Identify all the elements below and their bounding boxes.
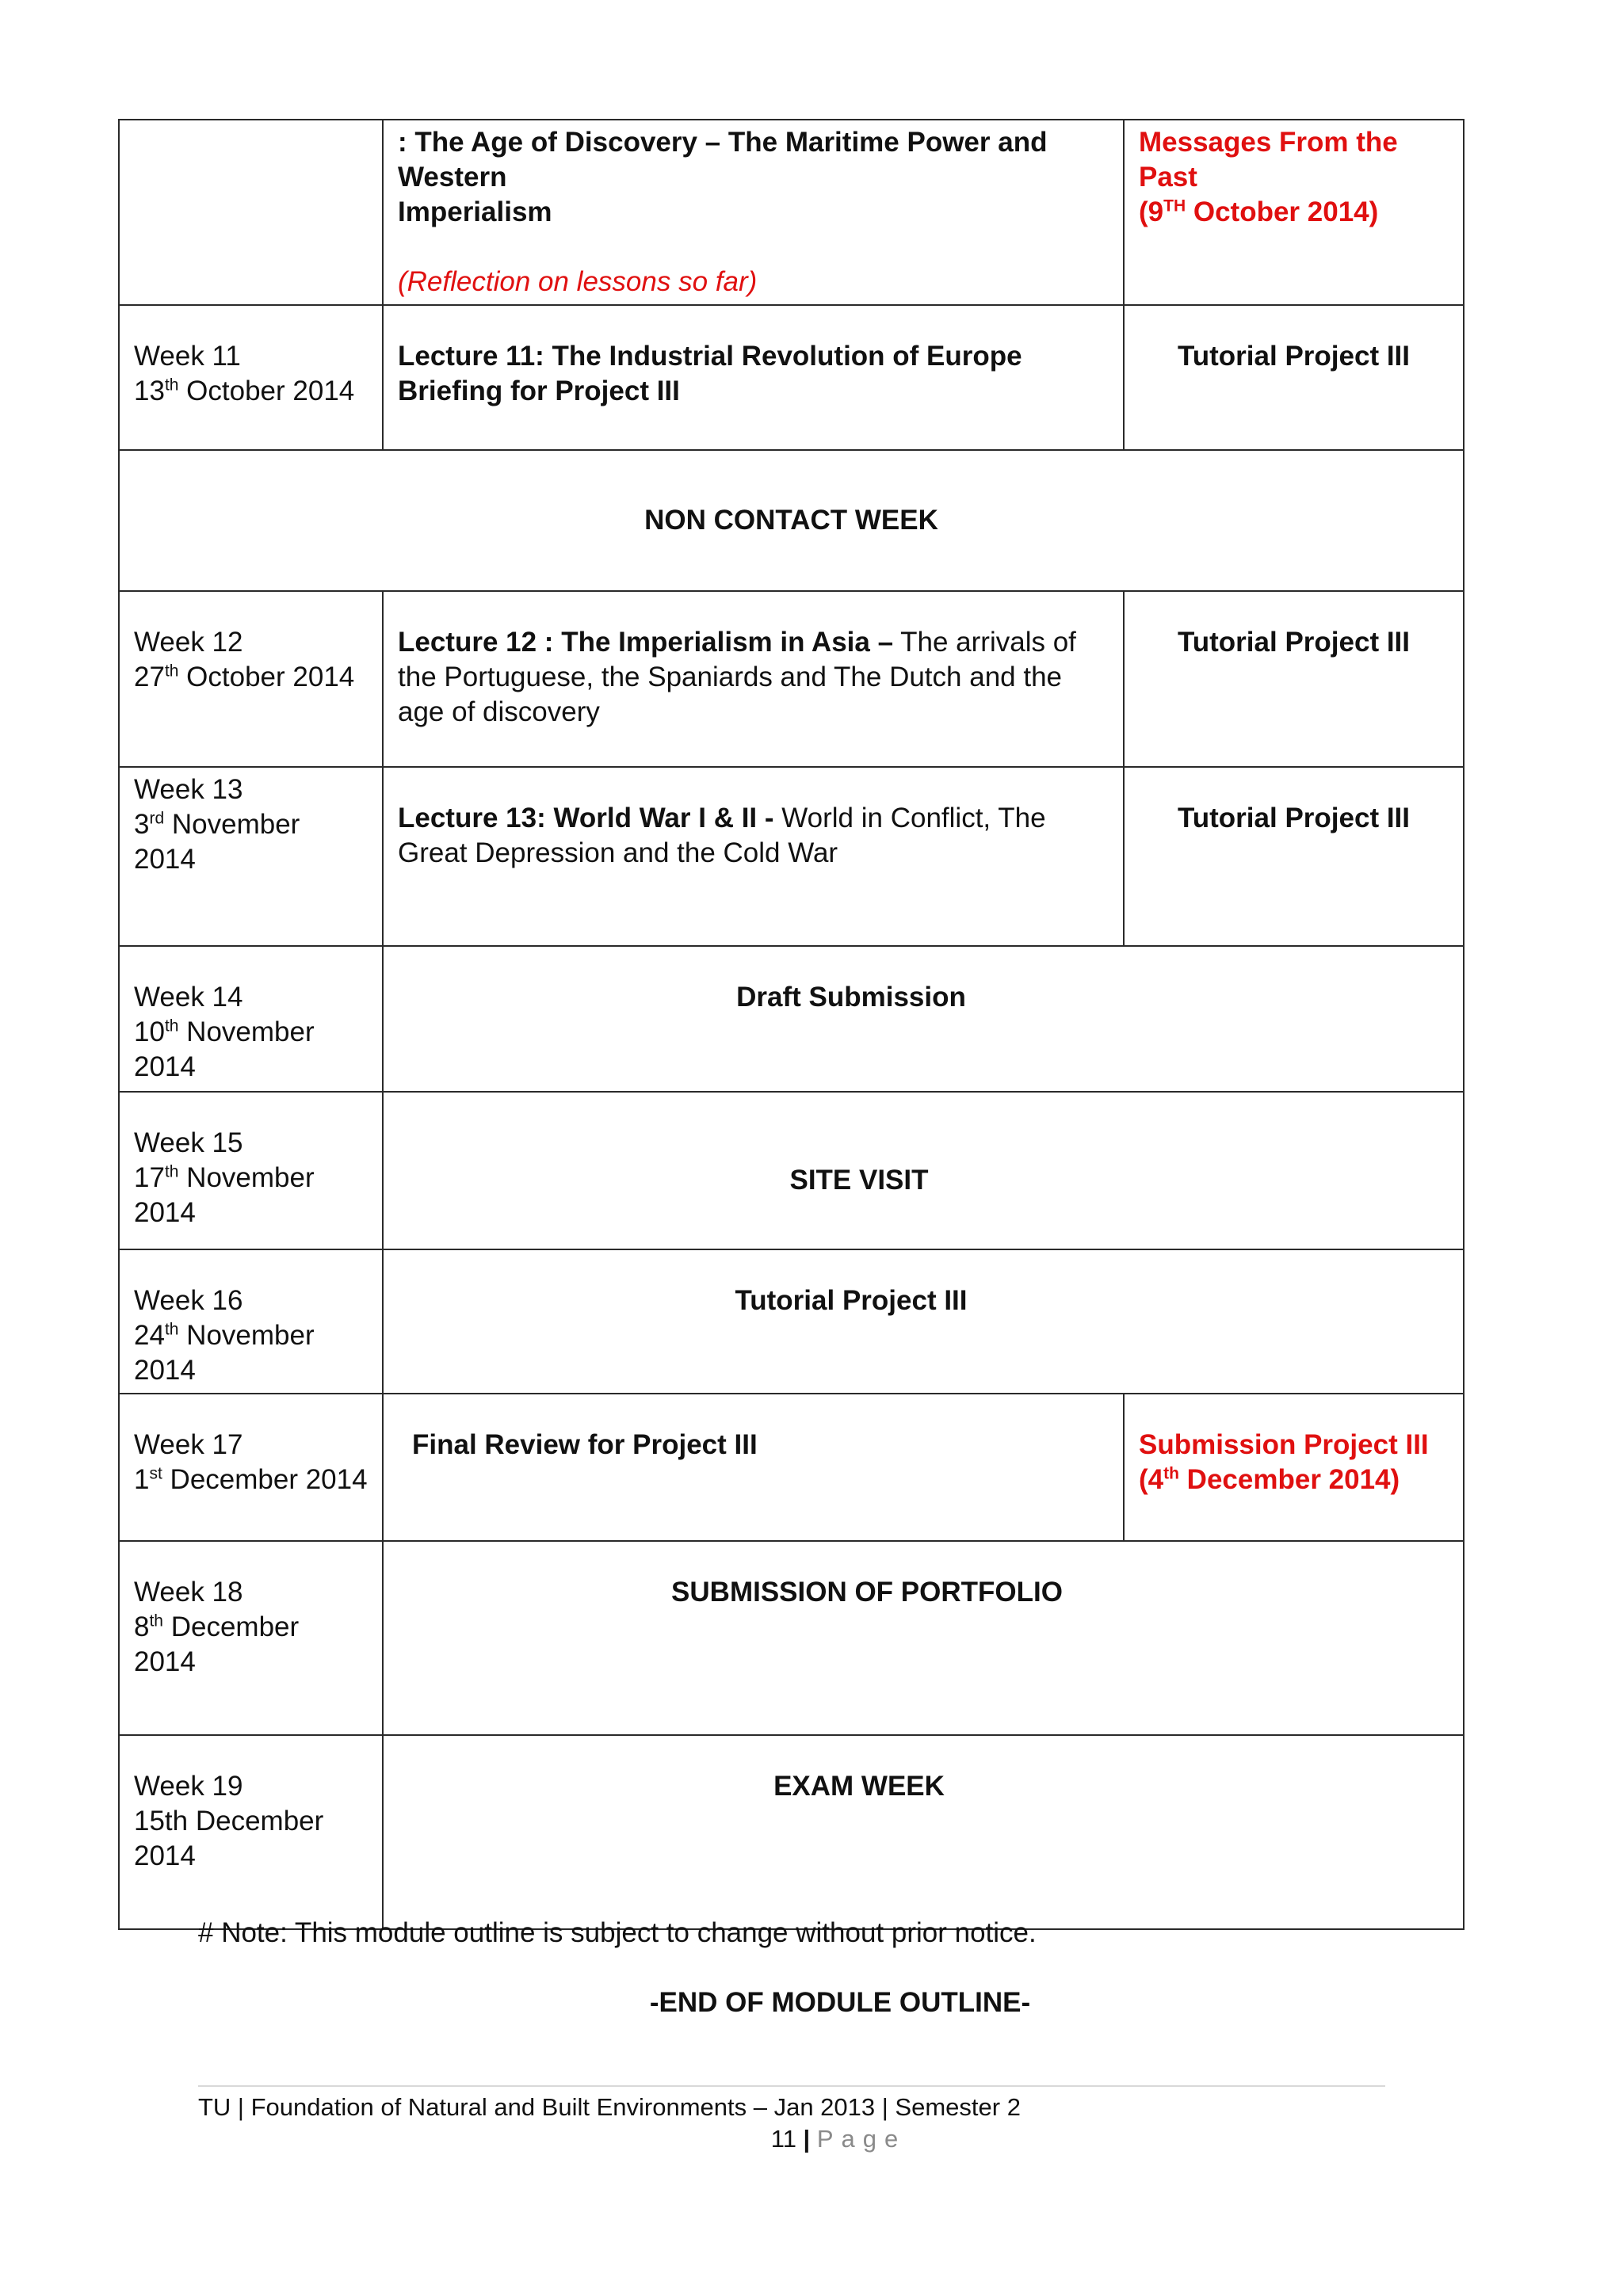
week-label: Week 14 — [134, 982, 243, 1013]
week-label: Week 13 — [134, 774, 243, 805]
lecture-title: Lecture 13: World War I & II - — [398, 803, 774, 833]
schedule-table — [118, 119, 1465, 1930]
week-cell — [119, 946, 383, 1092]
module-note: # Note: This module outline is subject to change without prior notice. — [198, 1917, 1037, 1948]
lecture-title-cont: Imperialism — [398, 196, 552, 227]
activity-cell: Tutorial Project III — [383, 1249, 1464, 1394]
week-date: 15th December 2014 — [134, 1806, 324, 1871]
activity-cell: EXAM WEEK — [383, 1735, 1464, 1929]
week-date: 8th December 2014 — [134, 1611, 300, 1677]
table-row — [119, 767, 1464, 946]
non-contact-week: NON CONTACT WEEK — [119, 450, 1464, 591]
week-cell — [119, 591, 383, 767]
lecture-cell — [383, 767, 1124, 946]
lecture-title: Lecture 12 : The Imperialism in Asia – — [398, 627, 894, 658]
lecture-cell — [383, 591, 1124, 767]
page-number: 11 | Page — [770, 2125, 907, 2153]
week-date: 27th October 2014 — [134, 662, 355, 692]
table-row — [119, 1735, 1464, 1929]
lecture-title: : The Age of Discovery – The Maritime Power and Western — [398, 127, 1048, 193]
table-row — [119, 120, 1464, 305]
end-of-outline: -END OF MODULE OUTLINE- — [649, 1987, 1031, 2018]
week-label: Week 19 — [134, 1771, 243, 1802]
week-date: 1st December 2014 — [134, 1464, 368, 1495]
week-date: 13th October 2014 — [134, 376, 355, 406]
remark-title: Submission Project III — [1139, 1429, 1429, 1460]
table-row — [119, 1249, 1464, 1394]
reflection-note: (Reflection on lessons so far) — [398, 266, 758, 297]
week-cell — [119, 1541, 383, 1735]
week-cell — [119, 1249, 383, 1394]
remark-title: Messages From the Past — [1139, 127, 1398, 193]
week-cell — [119, 767, 383, 946]
week-label: Week 18 — [134, 1577, 243, 1608]
week-date: 3rd November 2014 — [134, 809, 300, 875]
lecture-cell — [383, 120, 1124, 305]
lecture-title: Lecture 11: The Industrial Revolution of Europe — [398, 341, 1022, 372]
week-cell — [119, 1092, 383, 1249]
week-label: Week 16 — [134, 1285, 243, 1316]
footer-course-info: TU | Foundation of Natural and Built Environments – Jan 2013 | Semester 2 — [198, 2093, 1021, 2121]
remark-cell: Tutorial Project III — [1124, 767, 1464, 946]
remark-date: (9TH October 2014) — [1139, 196, 1379, 227]
activity-cell: SITE VISIT — [383, 1092, 1464, 1249]
activity-cell: SUBMISSION OF PORTFOLIO — [383, 1541, 1464, 1735]
week-label: Week 17 — [134, 1429, 243, 1460]
remark-cell — [1124, 1394, 1464, 1541]
week-label: Week 11 — [134, 341, 241, 372]
remark-cell — [1124, 120, 1464, 305]
table-row — [119, 305, 1464, 450]
lecture-cell — [383, 305, 1124, 450]
week-date: 17th November 2014 — [134, 1162, 315, 1228]
table-row — [119, 946, 1464, 1092]
week-label: Week 12 — [134, 627, 243, 658]
remark-date: (4th December 2014) — [1139, 1464, 1400, 1495]
footer-divider — [198, 2085, 1385, 2087]
activity-cell: Draft Submission — [383, 946, 1464, 1092]
activity-cell: Final Review for Project III — [383, 1394, 1124, 1541]
week-cell — [119, 1735, 383, 1929]
week-label: Week 15 — [134, 1127, 243, 1158]
table-row — [119, 450, 1464, 591]
table-row — [119, 1394, 1464, 1541]
table-row — [119, 591, 1464, 767]
remark-cell: Tutorial Project III — [1124, 305, 1464, 450]
week-cell — [119, 305, 383, 450]
remark-cell: Tutorial Project III — [1124, 591, 1464, 767]
table-row — [119, 1092, 1464, 1249]
table-row — [119, 1541, 1464, 1735]
week-cell — [119, 120, 383, 305]
lecture-description: World in Conflict, The Great Depression and the Cold War — [398, 803, 1046, 868]
week-date: 10th November 2014 — [134, 1016, 315, 1082]
week-cell — [119, 1394, 383, 1541]
week-date: 24th November 2014 — [134, 1320, 315, 1386]
lecture-description: The arrivals of the Portuguese, the Spaniards and The Dutch and the age of discovery — [398, 627, 1076, 727]
lecture-subtitle: Briefing for Project III — [398, 376, 680, 406]
